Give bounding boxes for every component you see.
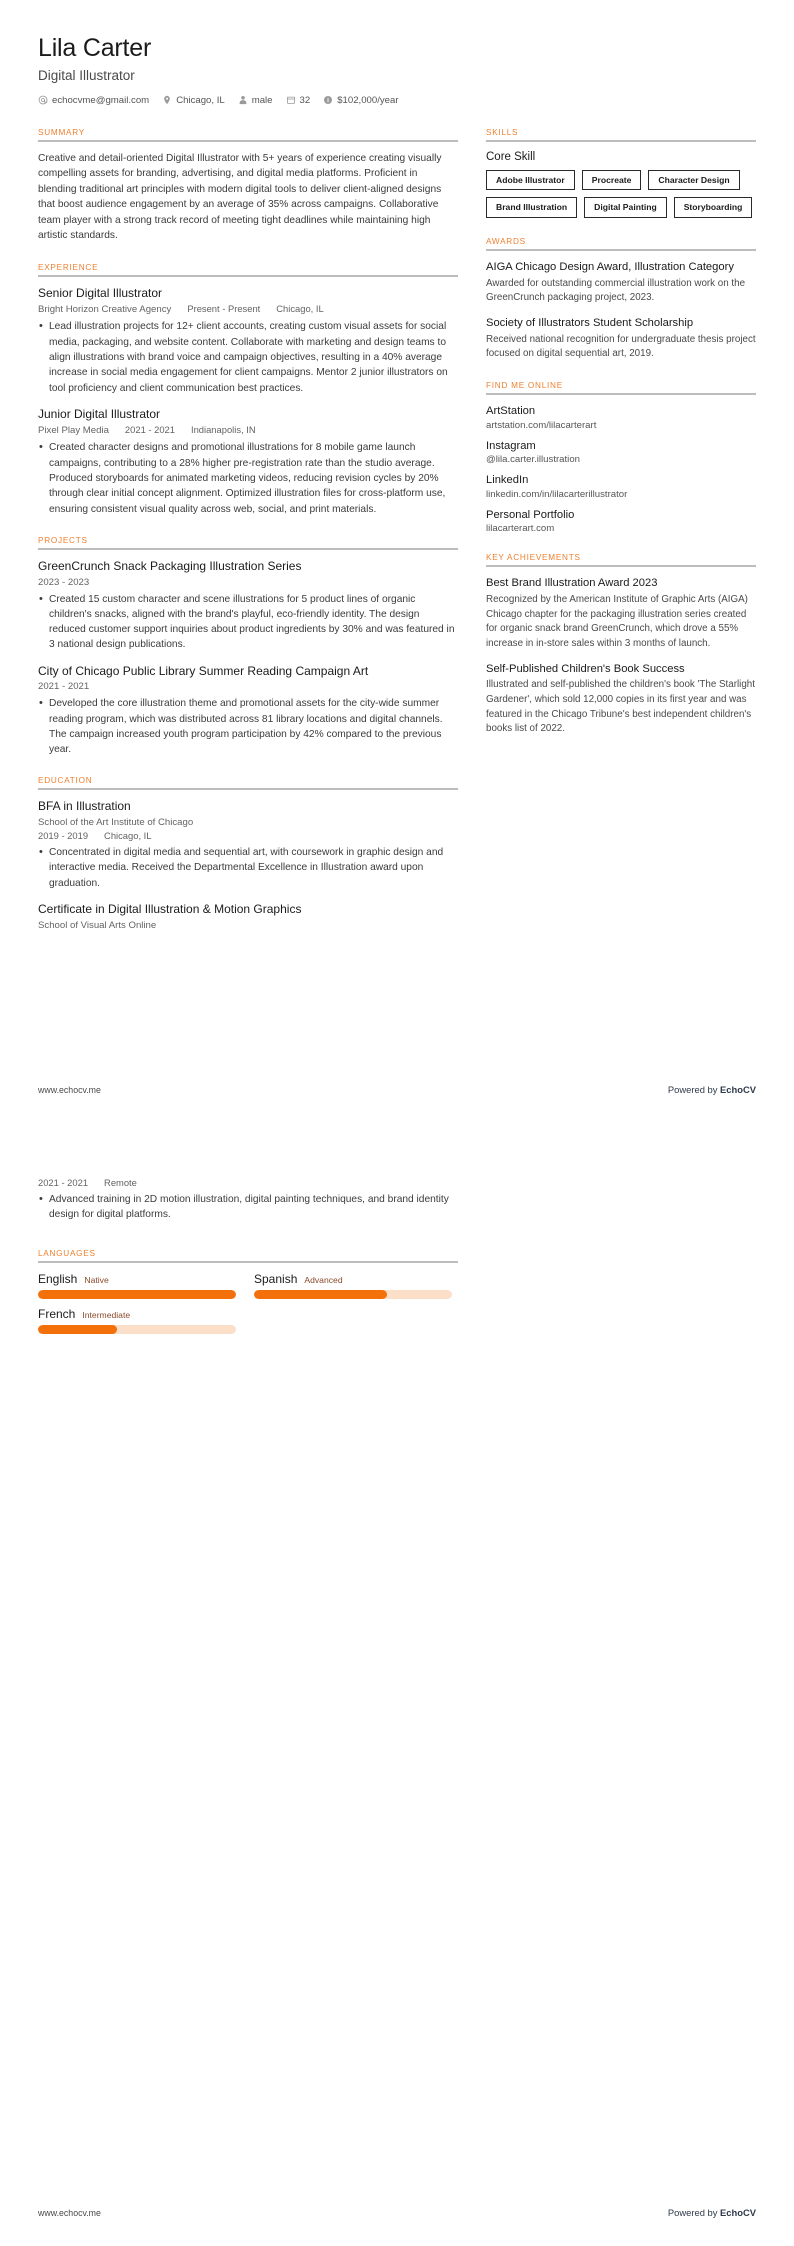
language-level: Native <box>84 1274 109 1285</box>
award-name: AIGA Chicago Design Award, Illustration Category <box>486 261 734 274</box>
contact-location-value: Chicago, IL <box>176 94 225 106</box>
resume-columns <box>38 128 756 950</box>
language-progress-fill <box>38 1325 117 1334</box>
contact-salary <box>323 95 398 106</box>
award-name: Society of Illustrators Student Scholarship <box>486 317 694 330</box>
footer-site[interactable]: www.echocv.me <box>38 1084 101 1095</box>
section-find-me-online <box>486 381 756 534</box>
online-link-label: Personal Portfolio <box>486 508 575 521</box>
award-description: Awarded for outstanding commercial illustration work on the GreenCrunch packaging project, 2023. <box>486 277 746 304</box>
section-rule <box>486 140 756 142</box>
education-school: School of the Art Institute of Chicago <box>38 817 194 829</box>
online-link-value: linkedin.com/in/lilacarterillustrator <box>486 488 628 500</box>
section-title-summary: SUMMARY <box>38 127 85 137</box>
online-link-value: artstation.com/lilacarterart <box>486 419 597 431</box>
section-education-continued <box>38 1177 458 1223</box>
online-link-label: LinkedIn <box>486 474 529 487</box>
language-item-french <box>38 1307 236 1334</box>
bullet-item: • Concentrated in digital media and sequential art, with coursework in graphic design and interactive media. Received the Departmental Excellence in Illustration award upon graduation. <box>38 845 458 891</box>
contact-email <box>38 95 149 106</box>
online-link-linkedin[interactable] <box>486 473 756 500</box>
online-link-artstation[interactable] <box>486 404 756 431</box>
section-rule <box>486 249 756 251</box>
section-title-skills: SKILLS <box>486 127 519 137</box>
contact-location <box>162 95 225 106</box>
language-item-english <box>38 1272 236 1299</box>
award-entry <box>486 260 756 306</box>
section-rule <box>486 565 756 567</box>
education-degree: BFA in Illustration <box>38 799 131 814</box>
experience-entry <box>38 407 458 517</box>
education-dates: 2021 - 2021 <box>38 1177 89 1188</box>
location-icon <box>162 95 172 105</box>
section-projects <box>38 536 458 758</box>
footer-brand <box>668 2207 756 2218</box>
achievement-description: Illustrated and self-published the children's book 'The Starlight Gardener', which sold 12,000 copies in its first year and was featured in the Chicago Tribune's best independent children's books list of 2022. <box>486 679 755 735</box>
footer-site[interactable]: www.echocv.me <box>38 2207 101 2218</box>
experience-location: Chicago, IL <box>276 303 324 315</box>
candidate-name: Lila Carter <box>38 34 152 62</box>
language-name: French <box>38 1306 76 1321</box>
skill-chip: Brand Illustration <box>486 197 577 218</box>
education-entry-continued <box>38 1177 458 1223</box>
contact-email-value: echocvme@gmail.com <box>52 94 150 106</box>
section-title-find-me-online: FIND ME ONLINE <box>486 381 563 391</box>
section-title-languages: LANGUAGES <box>38 1248 96 1258</box>
experience-company: Pixel Play Media <box>38 425 109 437</box>
education-entry <box>38 902 458 931</box>
education-bullets <box>38 845 458 891</box>
bullet-item: • Created character designs and promotional illustrations for 8 mobile game launch campaigns, contributing to a 28% higher pre-registration rate than the studio average. Produced storyboards for animated marketing videos, reducing revision cycles by 20% through clear initial concept alignment. Optimized illustration files for cross-platform use, ensuring consistent visual quality across web, social, and print materials. <box>38 440 458 516</box>
language-name: Spanish <box>254 1271 298 1286</box>
online-link-label: Instagram <box>486 439 536 452</box>
section-skills <box>486 128 756 218</box>
section-title-key-achievements: KEY ACHIEVEMENTS <box>486 553 581 563</box>
page-footer <box>38 1084 756 1095</box>
section-rule <box>38 1261 458 1263</box>
skill-chip: Storyboarding <box>674 197 753 218</box>
skill-chip: Digital Painting <box>584 197 667 218</box>
experience-dates: 2021 - 2021 <box>124 424 175 436</box>
section-key-achievements <box>486 553 756 737</box>
online-link-value: lilacarterart.com <box>486 523 555 535</box>
contact-gender <box>238 95 273 106</box>
language-level: Advanced <box>304 1274 343 1285</box>
skill-chip: Character Design <box>648 170 739 191</box>
language-head <box>254 1272 452 1286</box>
experience-role: Junior Digital Illustrator <box>38 406 161 421</box>
resume-page-2 <box>0 1123 794 2246</box>
language-progress-fill <box>38 1290 236 1299</box>
project-entry <box>38 559 458 653</box>
section-rule <box>38 140 458 142</box>
calendar-icon <box>286 95 296 105</box>
section-rule <box>38 788 458 790</box>
education-location: Chicago, IL <box>104 830 152 842</box>
project-name: GreenCrunch Snack Packaging Illustration Series <box>38 558 302 573</box>
language-progress-track <box>254 1290 452 1299</box>
language-progress-track <box>38 1325 236 1334</box>
section-awards <box>486 237 756 362</box>
footer-powered-label: Powered by <box>667 2207 721 2218</box>
right-column <box>486 128 756 756</box>
experience-dates: Present - Present <box>187 303 261 315</box>
experience-company: Bright Horizon Creative Agency <box>38 304 172 316</box>
skills-group-label: Core Skill <box>486 150 536 163</box>
salary-icon <box>323 95 333 105</box>
section-summary <box>38 128 458 244</box>
section-experience <box>38 263 458 517</box>
footer-powered-label: Powered by <box>667 1084 721 1095</box>
section-title-education: EDUCATION <box>38 776 93 786</box>
experience-bullets <box>38 440 458 516</box>
experience-meta <box>38 303 458 315</box>
contact-gender-value: male <box>251 94 273 106</box>
footer-brand <box>668 1084 756 1095</box>
online-link-label: ArtStation <box>486 405 536 418</box>
online-link-portfolio[interactable] <box>486 508 756 535</box>
online-link-instagram[interactable] <box>486 439 756 466</box>
education-meta <box>38 1177 458 1188</box>
experience-bullets <box>38 319 458 395</box>
education-dates: 2019 - 2019 <box>38 830 89 842</box>
education-bullets <box>38 1192 458 1223</box>
language-item-spanish <box>254 1272 452 1299</box>
project-dates: 2021 - 2021 <box>38 681 90 693</box>
bullet-item: • Lead illustration projects for 12+ client accounts, creating custom visual assets for social media, packaging, and website content. Collaborate with marketing and design teams to align illustrations with brand voice and campaign objectives, resulting in a 40% average increase in social media engagement for client campaigns. Mentor 2 junior illustrators on tool proficiency and client communication best practices. <box>38 319 458 395</box>
contact-age-value: 32 <box>299 94 311 106</box>
language-grid <box>38 1272 458 1334</box>
section-title-awards: AWARDS <box>486 237 526 247</box>
language-name: English <box>38 1271 78 1286</box>
contact-row <box>38 95 756 106</box>
language-progress-track <box>38 1290 236 1299</box>
footer-brand-name: EchoCV <box>720 2207 756 2218</box>
page-footer <box>38 2207 756 2218</box>
project-bullets <box>38 696 458 757</box>
education-entry <box>38 799 458 890</box>
education-school: School of Visual Arts Online <box>38 919 157 931</box>
project-bullets <box>38 592 458 653</box>
language-progress-fill <box>254 1290 387 1299</box>
section-languages <box>38 1249 458 1334</box>
skills-chip-list <box>486 170 756 218</box>
project-name: City of Chicago Public Library Summer Reading Campaign Art <box>38 663 369 678</box>
section-title-projects: PROJECTS <box>38 535 88 545</box>
education-meta <box>38 830 458 841</box>
contact-salary-value: $102,000/year <box>337 94 399 106</box>
section-rule <box>486 393 756 395</box>
bullet-item: • Advanced training in 2D motion illustration, digital painting techniques, and brand identity design for digital platforms. <box>38 1192 458 1223</box>
footer-brand-name: EchoCV <box>720 1084 756 1095</box>
section-rule <box>38 548 458 550</box>
achievement-description: Recognized by the American Institute of Graphic Arts (AIGA) Chicago chapter for the packaging illustration series created for organic snack brand GreenCrunch, which drove a 55% increase in in-store sales within 3 months of launch. <box>486 593 748 649</box>
achievement-name: Self-Published Children's Book Success <box>486 662 685 675</box>
award-description: Received national recognition for undergraduate thesis project focused on digital sequential art, 2019. <box>486 333 756 360</box>
candidate-headline: Digital Illustrator <box>38 67 135 83</box>
section-rule <box>38 275 458 277</box>
achievement-entry <box>486 662 756 737</box>
language-head <box>38 1307 236 1321</box>
contact-age <box>286 95 311 106</box>
experience-role: Senior Digital Illustrator <box>38 285 163 300</box>
achievement-name: Best Brand Illustration Award 2023 <box>486 577 658 590</box>
section-title-experience: EXPERIENCE <box>38 262 99 272</box>
bullet-item: • Developed the core illustration theme and promotional assets for the city-wide summer reading program, which was distributed across 81 library locations and digital channels. The campaign increased youth program participation by 42% compared to the previous year. <box>38 696 458 757</box>
person-icon <box>238 95 248 105</box>
skill-chip: Procreate <box>582 170 642 191</box>
email-icon <box>38 95 48 105</box>
education-degree: Certificate in Digital Illustration & Motion Graphics <box>38 901 302 916</box>
online-link-value: @lila.carter.illustration <box>486 454 580 466</box>
experience-location: Indianapolis, IN <box>190 424 256 436</box>
resume-header <box>38 34 756 106</box>
award-entry <box>486 316 756 362</box>
education-location: Remote <box>104 1177 137 1188</box>
project-entry <box>38 664 458 758</box>
left-column-page2 <box>38 1175 458 1353</box>
bullet-item: • Created 15 custom character and scene illustrations for 5 product lines of organic children's snacks, aligned with the brand's playful, eco-friendly identity. The design reduced customer support inquiries about product ingredients by 30% and was featured in 3 national design publications. <box>38 592 458 653</box>
left-column <box>38 128 458 950</box>
language-level: Intermediate <box>82 1309 131 1320</box>
achievement-entry <box>486 576 756 651</box>
skill-chip: Adobe Illustrator <box>486 170 575 191</box>
section-education <box>38 776 458 930</box>
summary-text: Creative and detail-oriented Digital Illustrator with 5+ years of experience creating visually compelling assets for branding, advertising, and digital media platforms. Proficient in blending traditional art principles with modern digital tools to deliver client-aligned designs that boost audience engagement by an average of 35% across campaigns. Collaborative team player with a strong track record of meeting tight deadlines while maintaining high artistic standards. <box>38 152 442 242</box>
experience-entry <box>38 286 458 396</box>
language-head <box>38 1272 236 1286</box>
experience-meta <box>38 424 458 436</box>
project-dates: 2023 - 2023 <box>38 576 90 588</box>
resume-columns-page2 <box>38 1175 756 1353</box>
